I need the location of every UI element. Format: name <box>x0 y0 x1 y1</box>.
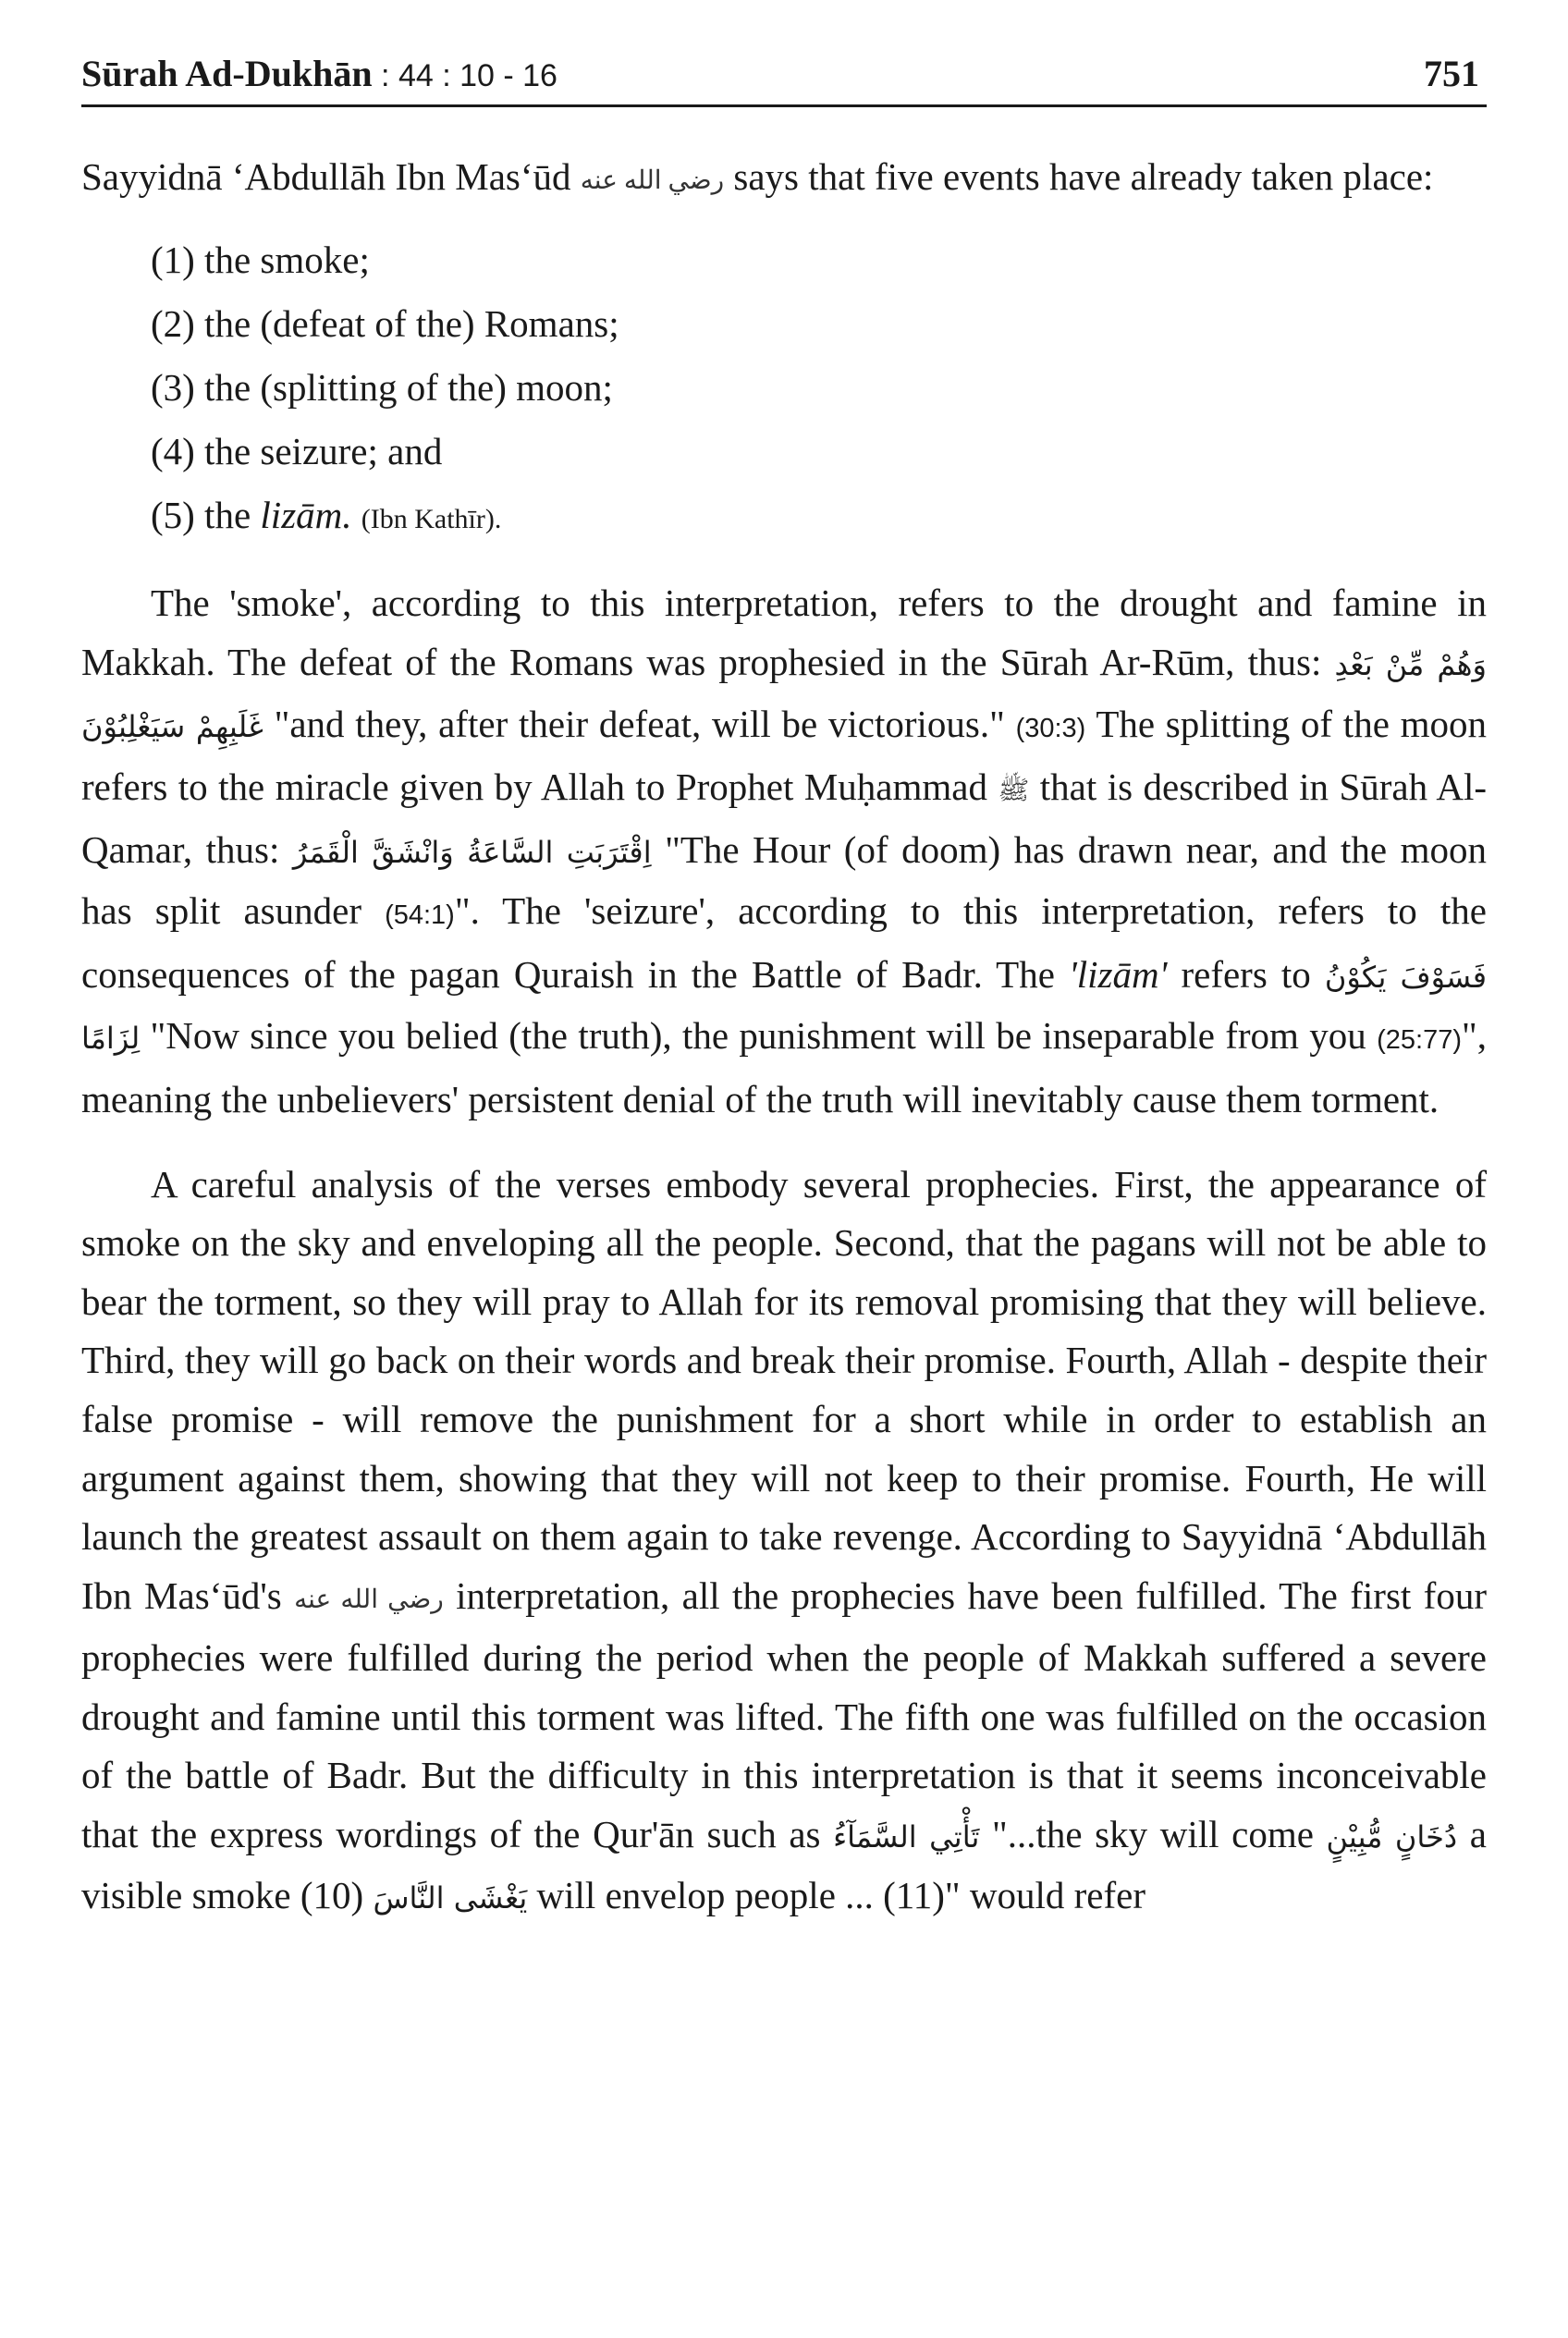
paragraph-analysis <box>81 1156 1487 1929</box>
paragraph-text: A careful analysis of the verses embody several prophecies. First, the appearance of smoke on the sky and enveloping all the people. Second, that the pagans will not be able to bear the torment, so they will pray to Allah for its removal promising that they will believe. Third, they will go back on their words and break their promise. Fourth, Allah - despite their false promise - will remove the punishment for a short while in order to establish an argument against them, showing that they will not keep to their promise. Fourth, He will launch the greatest assault on them again to take revenge. According to Sayyidnā ‘Abdullāh Ibn Mas‘ūd's <box>81 1162 1487 1617</box>
list-item: (4) the seizure; and <box>151 430 443 473</box>
header-divider <box>81 104 1487 107</box>
paragraph-text: ". The 'seizure', according to this interpretation, refers to the consequences of the pagan Quraish in the Battle of Badr. The <box>81 889 1487 996</box>
arabic-verse: اِقْتَرَبَتِ السَّاعَةُ وَانْشَقَّ الْقَمَرُ <box>292 834 652 870</box>
list-item: (3) the (splitting of the) moon; <box>151 366 613 410</box>
honorific-symbol: رضي الله عنه <box>294 1585 444 1614</box>
verse-citation: (30:3) <box>1015 713 1086 743</box>
page-body <box>81 148 1487 1928</box>
honorific-symbol: رضي الله عنه <box>580 165 725 195</box>
paragraph-text: refers to <box>1167 952 1325 996</box>
events-list <box>81 228 1487 551</box>
paragraph-text: that is described in Sūrah Al-Qamar, thus: <box>81 765 1487 871</box>
paragraph-text: a visible smoke (10) <box>81 1812 1488 1917</box>
paragraph-interpretation <box>81 574 1487 1129</box>
intro-paragraph <box>81 148 1487 210</box>
surah-title <box>81 52 557 95</box>
arabic-verse: يَغْشَى النَّاسَ <box>373 1880 528 1916</box>
verse-citation: (54:1) <box>385 900 455 931</box>
honorific-symbol: ﷺ <box>998 776 1030 805</box>
paragraph-text: interpretation, all the prophecies have been fulfilled. The first four prophecies were fulfilled during the period when the people of Makkah suffered a severe drought and famine until this torment was lifted. The fifth one was fulfilled on the occasion of the battle of Badr. But the difficulty in this interpretation is that it seems inconceivable that the express wordings of the Qur'ān such as <box>81 1573 1487 1855</box>
intro-text: Sayyidnā ‘Abdullāh Ibn Mas‘ūd <box>81 155 581 198</box>
arabic-verse: وَهُمْ مِّنْ بَعْدِ غَلَبِهِمْ سَيَغْلِبُوْنَ <box>81 646 1487 744</box>
paragraph-spacer <box>81 1130 1487 1156</box>
list-item: (2) the (defeat of the) Romans; <box>151 302 619 346</box>
arabic-verse: تَأْتِي السَّمَآءُ <box>833 1818 980 1854</box>
list-item <box>81 484 1487 551</box>
paragraph-text: "The Hour (of doom) has drawn near, and the moon has split asunder <box>81 827 1487 933</box>
paragraph-text: ", meaning the unbelievers' persistent denial of the truth will inevitably cause them torment. <box>81 1014 1487 1120</box>
verse-citation: (25:77) <box>1377 1025 1462 1056</box>
lizam-term: 'lizām' <box>1069 952 1168 996</box>
paragraph-text: The splitting of the moon refers to the miracle given by Allah to Prophet Muḥammad <box>81 702 1488 809</box>
paragraph-text: The 'smoke', according to this interpretation, refers to the drought and famine in Makkah. The defeat of the Romans was prophesied in the Sūrah Ar-Rūm, thus: <box>81 581 1487 683</box>
intro-text-cont: says that five events have already taken place: <box>724 155 1434 198</box>
arabic-verse: دُخَانٍ مُّبِيْنٍ <box>1326 1818 1458 1854</box>
page-number: 751 <box>1424 53 1479 94</box>
lizam-term: lizām. <box>260 494 352 537</box>
paragraph-text: "and they, after their defeat, will be victorious." <box>263 702 1016 745</box>
verse-reference: : 44 : 10 - 16 <box>372 58 557 93</box>
paragraph-text: will envelop people ... (11)" would refer <box>527 1874 1146 1917</box>
source-citation: (Ibn Kathīr). <box>361 504 502 535</box>
arabic-verse: فَسَوْفَ يَكُوْنُ لِزَامًا <box>81 959 1488 1057</box>
paragraph-text: "...the sky will come <box>979 1812 1327 1855</box>
running-header <box>81 52 1487 107</box>
surah-name: Sūrah Ad-Dukhān <box>81 53 373 94</box>
paragraph-text: "Now since you belied (the truth), the punishment will be inseparable from you <box>140 1014 1378 1058</box>
list-item: (1) the smoke; <box>151 239 370 282</box>
list-item-prefix: (5) the <box>151 494 261 537</box>
